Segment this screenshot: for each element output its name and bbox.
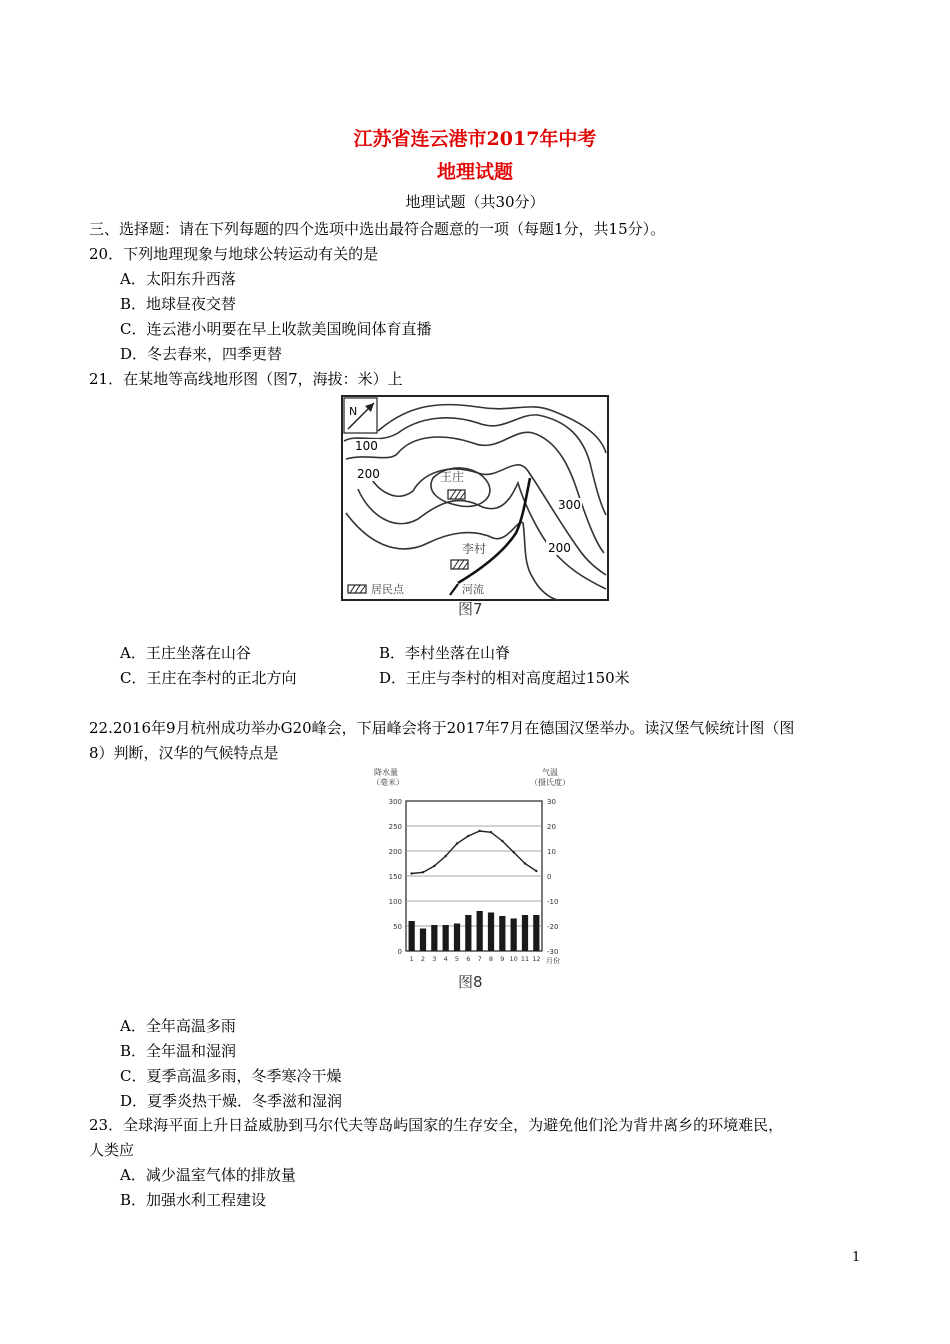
temp-point — [501, 840, 503, 842]
temp-point — [490, 831, 492, 833]
q22-option-b: B．全年温和湿润 — [120, 1042, 237, 1060]
x-tick-label: 8 — [488, 955, 494, 963]
precip-bar — [409, 921, 415, 951]
x-tick-label: 12 — [532, 955, 541, 963]
precip-bar — [488, 913, 494, 952]
q21-option-c: C．王庄在李村的正北方向 — [120, 669, 297, 687]
x-axis-unit-month: 月份 — [546, 957, 560, 965]
y2-tick-label: 20 — [547, 823, 556, 831]
q20-option-c: C．连云港小明要在早上收款美国晚间体育直播 — [120, 320, 432, 338]
y-tick-label: 200 — [388, 848, 402, 856]
figure7-caption: 图7 — [458, 600, 483, 618]
precip-bar — [431, 925, 437, 951]
village-label-wangzhuang: 王庄 — [440, 470, 465, 484]
precip-bar — [499, 916, 505, 951]
x-tick-label: 9 — [500, 955, 505, 963]
exam-title: 江苏省连云港市2017年中考 — [353, 128, 597, 150]
q21-option-d: D．王庄与李村的相对高度超过150米 — [379, 669, 630, 687]
precip-bar — [443, 925, 449, 951]
y-axis-title-precip: 降水量 — [374, 768, 398, 777]
precip-bar — [511, 919, 517, 952]
temp-point — [467, 835, 469, 837]
x-tick-label: 1 — [409, 955, 414, 963]
q23-option-a: A．减少温室气体的排放量 — [120, 1166, 296, 1184]
page-number: 1 — [852, 1250, 861, 1265]
y2-tick-label: -10 — [547, 898, 559, 906]
q22-option-d: D．夏季炎热干燥．冬季滋和湿润 — [120, 1092, 343, 1110]
section-subtitle: 地理试题（共30分） — [405, 193, 545, 211]
q20-option-a: A．太阳东升西落 — [120, 270, 236, 288]
figure8-caption: 图8 — [458, 973, 483, 991]
y2-tick-label: 30 — [547, 798, 556, 806]
y2-axis-unit-temp: （摄氏度） — [530, 778, 570, 787]
y-tick-label: 150 — [388, 873, 402, 881]
q21-option-a: A．王庄坐落在山谷 — [120, 644, 251, 662]
temp-point — [410, 872, 412, 874]
q23-stem-line1: 23．全球海平面上升日益威胁到马尔代夫等岛屿国家的生存安全，为避免他们沦为背井离乡的环境难民， — [89, 1116, 784, 1134]
north-label: N — [349, 405, 358, 418]
q23-stem-line2: 人类应 — [89, 1141, 135, 1159]
temp-point — [535, 870, 537, 872]
q22-option-c: C．夏季高温多雨，冬季寒冷干燥 — [120, 1067, 342, 1085]
temp-point — [456, 842, 458, 844]
contour-label-200-left: 200 — [357, 467, 380, 481]
contour-label-100: 100 — [355, 439, 378, 453]
precip-bar — [522, 915, 528, 951]
temp-point — [444, 855, 446, 857]
temp-point — [512, 851, 514, 853]
x-tick-label: 5 — [454, 955, 460, 963]
y2-tick-label: 0 — [547, 873, 552, 881]
y-tick-label: 50 — [393, 923, 402, 931]
temp-point — [478, 830, 480, 832]
y2-tick-label: 10 — [547, 848, 556, 856]
y2-axis-title-temp: 气温 — [542, 768, 558, 777]
precip-bar — [477, 911, 483, 951]
q22-stem-line1: 22.2016年9月杭州成功举办G20峰会，下届峰会将于2017年7月在德国汉堡举办。读汉堡气候统计图（图 — [89, 719, 795, 737]
q22-stem-line2: 8）判断，汉华的气候特点是 — [89, 744, 279, 762]
x-tick-label: 4 — [443, 955, 448, 963]
y-tick-label: 300 — [388, 798, 402, 806]
q20-option-d: D．冬去春来，四季更替 — [120, 345, 283, 363]
section-instruction: 三、选择题：请在下列每题的四个选项中选出最符合题意的一项（每题1分，共15分）。 — [89, 220, 666, 238]
precip-bar — [420, 929, 426, 952]
q23-option-b: B．加强水利工程建设 — [120, 1191, 267, 1209]
legend-river-label: 河流 — [462, 583, 484, 596]
exam-subject-title: 地理试题 — [436, 161, 513, 183]
contour-map-figure7 — [338, 393, 614, 621]
x-tick-label: 2 — [420, 955, 426, 963]
x-tick-label: 3 — [432, 955, 437, 963]
q22-option-a: A．全年高温多雨 — [120, 1017, 236, 1035]
y2-tick-label: -20 — [547, 923, 559, 931]
q21-option-b: B．李村坐落在山脊 — [379, 644, 511, 662]
x-tick-label: 11 — [520, 955, 530, 963]
x-tick-label: 6 — [466, 955, 471, 963]
temp-point — [524, 862, 526, 864]
contour-label-200-right: 200 — [548, 541, 571, 555]
q21-stem: 21．在某地等高线地形图（图7，海拔：米）上 — [89, 370, 403, 388]
y-tick-label: 0 — [397, 948, 402, 956]
y-tick-label: 250 — [388, 823, 402, 831]
village-label-licun: 李村 — [462, 542, 487, 556]
x-tick-label: 7 — [477, 955, 482, 963]
q20-stem: 20．下列地理现象与地球公转运动有关的是 — [89, 245, 379, 263]
y-tick-label: 100 — [388, 898, 402, 906]
legend-settlement-label: 居民点 — [371, 583, 404, 596]
x-tick-label: 10 — [509, 955, 518, 963]
q20-option-b: B．地球昼夜交替 — [120, 295, 237, 313]
precip-bar — [533, 915, 539, 951]
precip-bar — [454, 924, 460, 952]
temp-point — [433, 865, 435, 867]
precip-bar — [465, 915, 471, 951]
climate-chart-figure8 — [370, 765, 580, 995]
contour-label-300: 300 — [558, 498, 581, 512]
y2-tick-label: -30 — [547, 948, 559, 956]
y-axis-unit-precip: （毫米） — [372, 778, 404, 787]
temp-point — [422, 871, 424, 873]
